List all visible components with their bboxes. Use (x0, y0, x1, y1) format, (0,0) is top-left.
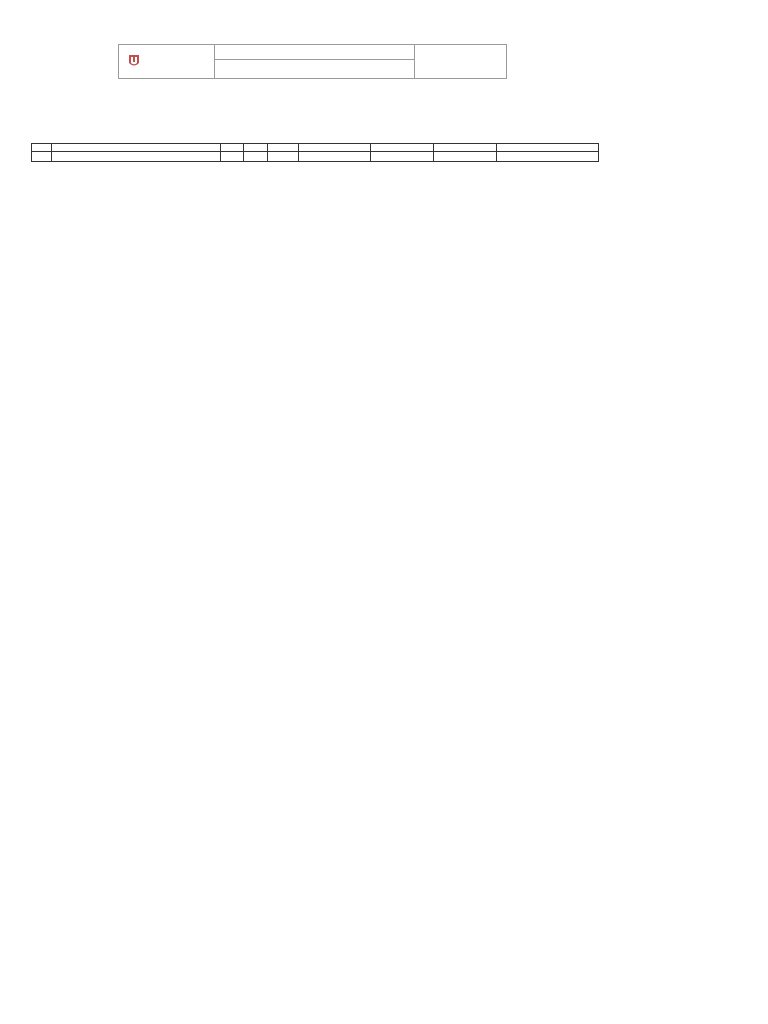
header-telefono (299, 152, 371, 162)
header-blank (221, 144, 244, 152)
header-firma (371, 152, 434, 162)
beneficiaries-table (31, 143, 599, 162)
header-edad (221, 152, 244, 162)
header-blank (32, 144, 52, 152)
header-row-top (32, 144, 599, 152)
header-row (32, 152, 599, 162)
header-blank (371, 144, 434, 152)
document-header (118, 44, 507, 79)
university-logo-icon (129, 55, 139, 68)
header-fm (244, 152, 268, 162)
title-cell (214, 45, 415, 78)
header-distrito (434, 152, 497, 162)
header-blank (268, 144, 299, 152)
header-number (32, 152, 52, 162)
logo-cell (119, 45, 215, 78)
header-sexo (244, 144, 268, 152)
header-campus (497, 152, 599, 162)
header-blank (497, 144, 599, 152)
header-blank (52, 144, 221, 152)
header-dni (268, 152, 299, 162)
header-blank (299, 144, 371, 152)
doc-type (214, 45, 414, 60)
header-blank (434, 144, 497, 152)
meta-cell (415, 45, 507, 78)
header-nombres (52, 152, 221, 162)
